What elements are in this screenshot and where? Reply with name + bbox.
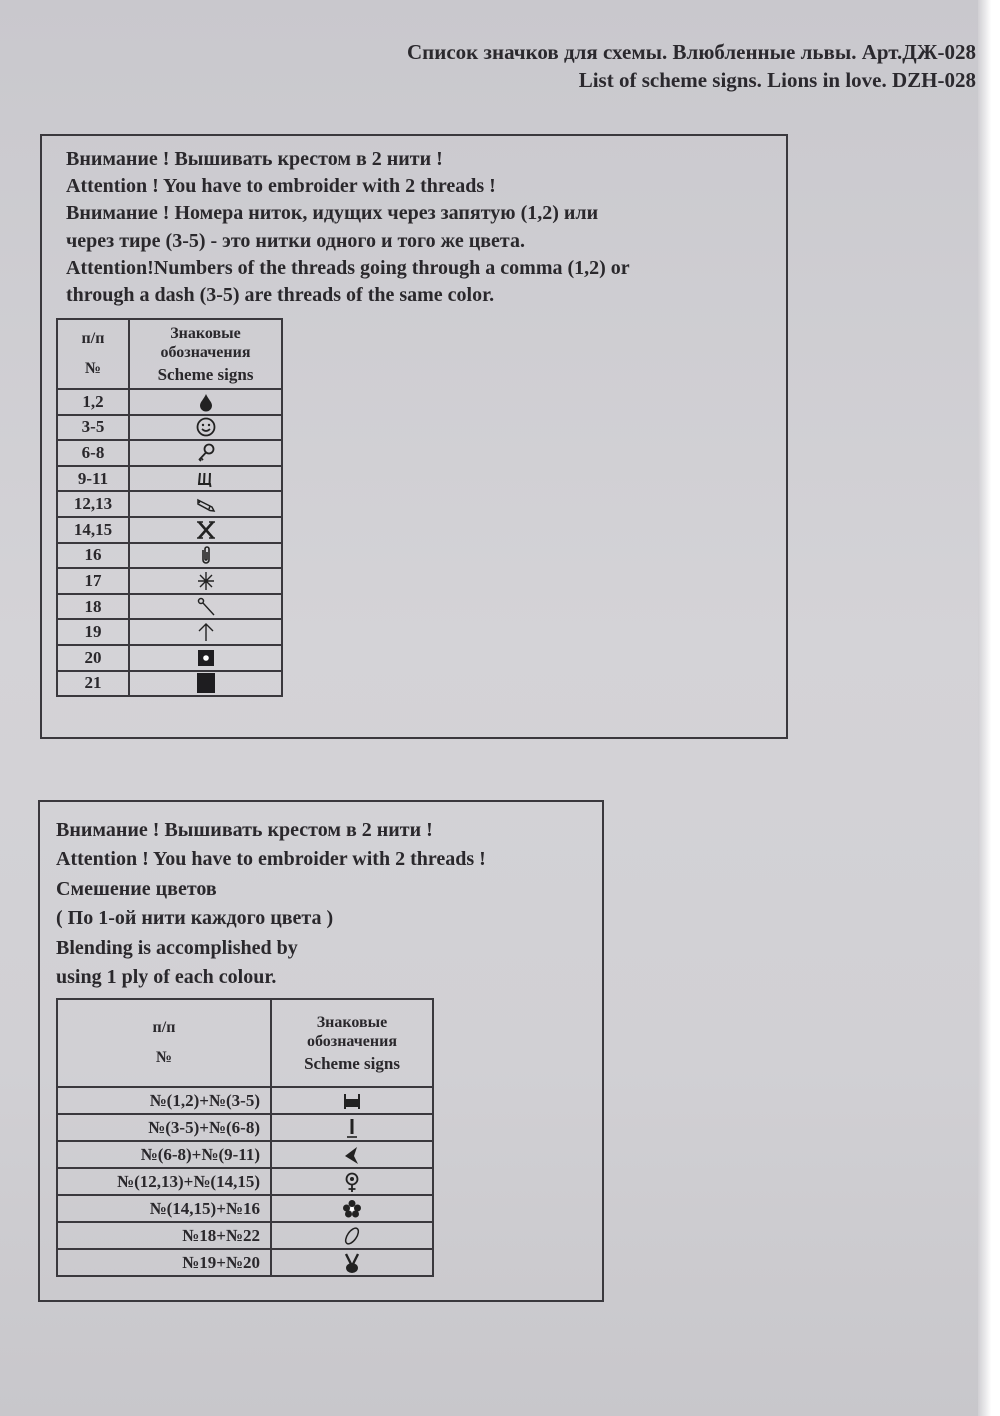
page-header <box>407 38 976 94</box>
note-line: Смешение цветов <box>56 877 217 900</box>
note-line: Внимание ! Вышивать крестом в 2 нити ! <box>66 148 443 170</box>
sign-cell <box>271 1195 433 1222</box>
table-row <box>57 415 282 441</box>
signs-table <box>56 318 283 697</box>
blend-numbers: №(12,13)+№(14,15) <box>57 1168 271 1195</box>
table-row <box>57 594 282 620</box>
sign-cell <box>271 1222 433 1249</box>
note-line: Attention ! You have to embroider with 2 threads ! <box>66 175 496 198</box>
table-row <box>57 1195 433 1222</box>
single-color-signs-panel <box>40 134 788 739</box>
rabbit-icon <box>341 1252 363 1274</box>
table-row <box>57 568 282 594</box>
table-row <box>57 543 282 569</box>
note-line: Внимание ! Номера ниток, идущих через запятую (1,2) или <box>66 202 599 225</box>
blend-numbers: №(14,15)+№16 <box>57 1195 271 1222</box>
arrow-up-icon <box>195 621 217 643</box>
number-column-header <box>57 319 129 389</box>
sign-cell <box>129 466 282 492</box>
square-dot-icon <box>195 647 217 669</box>
table-row <box>57 1114 433 1141</box>
note-line: through a dash (3-5) are threads of the same color. <box>66 284 495 307</box>
sign-cell <box>129 389 282 415</box>
sign-column-header <box>129 319 282 389</box>
title-ru: Список значков для схемы. Влюбленные львы. Арт.ДЖ-028 <box>407 40 976 64</box>
table-row <box>57 671 282 697</box>
thread-number: 12,13 <box>57 491 129 517</box>
note-line: Blending is accomplished by <box>56 936 298 959</box>
table-row <box>57 440 282 466</box>
sign-cell <box>129 440 282 466</box>
note-line: Attention!Numbers of the threads going through a comma (1,2) or <box>66 256 630 279</box>
pencil-icon <box>195 493 217 515</box>
table-row <box>57 645 282 671</box>
thread-number: 9-11 <box>57 466 129 492</box>
table-row <box>57 466 282 492</box>
sign-cell <box>271 1087 433 1114</box>
blend-signs-table <box>56 998 434 1277</box>
table-row <box>57 1168 433 1195</box>
thread-number: 21 <box>57 671 129 697</box>
asterisk-icon <box>195 570 217 592</box>
drop-icon <box>195 391 217 413</box>
arrowhead-left-icon <box>341 1144 363 1166</box>
sign-cell <box>129 594 282 620</box>
pin-icon <box>195 596 217 618</box>
sign-cell <box>129 619 282 645</box>
smiley-icon <box>195 416 217 438</box>
header-sign-en: Scheme signs <box>157 365 254 384</box>
sign-cell <box>271 1114 433 1141</box>
blend-numbers: №(1,2)+№(3-5) <box>57 1087 271 1114</box>
table-row <box>57 619 282 645</box>
header-sign-ru-2: обозначения <box>160 344 251 361</box>
venus-icon <box>341 1171 363 1193</box>
key-icon <box>195 442 217 464</box>
note-line: ( По 1-ой нити каждого цвета ) <box>56 907 334 930</box>
paperclip-icon <box>195 544 217 566</box>
thread-number: 16 <box>57 543 129 569</box>
sign-cell <box>129 568 282 594</box>
sign-cell <box>129 491 282 517</box>
table-row <box>57 1249 433 1276</box>
sign-cell <box>271 1141 433 1168</box>
instructions <box>56 816 486 992</box>
thread-number: 6-8 <box>57 440 129 466</box>
page-edge <box>978 0 1000 1416</box>
sign-cell <box>129 671 282 697</box>
blend-numbers: №19+№20 <box>57 1249 271 1276</box>
blend-numbers: №(3-5)+№(6-8) <box>57 1114 271 1141</box>
note-line: Внимание ! Вышивать крестом в 2 нити ! <box>56 819 433 841</box>
table-row <box>57 389 282 415</box>
table-row <box>57 517 282 543</box>
h-bar-icon <box>341 1090 363 1112</box>
sign-cell <box>129 517 282 543</box>
oval-outline-icon <box>341 1225 363 1247</box>
number-column-header <box>57 999 271 1087</box>
filled-square-icon <box>195 672 217 694</box>
sign-cell <box>271 1249 433 1276</box>
title-en: List of scheme signs. Lions in love. DZH-028 <box>578 68 976 92</box>
header-sign-en: Scheme signs <box>304 1054 400 1073</box>
header-pp: п/п <box>81 330 105 347</box>
table-row <box>57 1222 433 1249</box>
sign-cell <box>271 1168 433 1195</box>
note-line: через тире (3-5) - это нитки одного и того же цвета. <box>66 229 526 252</box>
table-row <box>57 1087 433 1114</box>
header-pp: п/п <box>152 1019 176 1036</box>
flower-icon <box>341 1198 363 1220</box>
header-no: № <box>84 360 102 377</box>
blended-color-signs-panel <box>38 800 604 1302</box>
shch-letter-icon <box>195 468 217 490</box>
sign-cell <box>129 543 282 569</box>
thread-number: 17 <box>57 568 129 594</box>
table-row <box>57 1141 433 1168</box>
table-header-row <box>57 999 433 1087</box>
table-row <box>57 491 282 517</box>
note-line: using 1 ply of each colour. <box>56 966 277 989</box>
thread-number: 3-5 <box>57 415 129 441</box>
blend-numbers: №18+№22 <box>57 1222 271 1249</box>
table-header-row <box>57 319 282 389</box>
header-sign-ru-1: Знаковые <box>316 1014 388 1031</box>
header-sign-ru-1: Знаковые <box>170 325 241 342</box>
instructions <box>66 146 630 309</box>
sign-cell <box>129 645 282 671</box>
sign-column-header <box>271 999 433 1087</box>
vertical-bar-icon <box>341 1117 363 1139</box>
sign-cell <box>129 415 282 441</box>
header-no: № <box>155 1049 173 1066</box>
thread-number: 1,2 <box>57 389 129 415</box>
header-sign-ru-2: обозначения <box>306 1033 397 1050</box>
thread-number: 14,15 <box>57 517 129 543</box>
x-letter-icon <box>195 519 217 541</box>
blend-numbers: №(6-8)+№(9-11) <box>57 1141 271 1168</box>
thread-number: 20 <box>57 645 129 671</box>
thread-number: 19 <box>57 619 129 645</box>
note-line: Attention ! You have to embroider with 2 threads ! <box>56 848 486 871</box>
thread-number: 18 <box>57 594 129 620</box>
